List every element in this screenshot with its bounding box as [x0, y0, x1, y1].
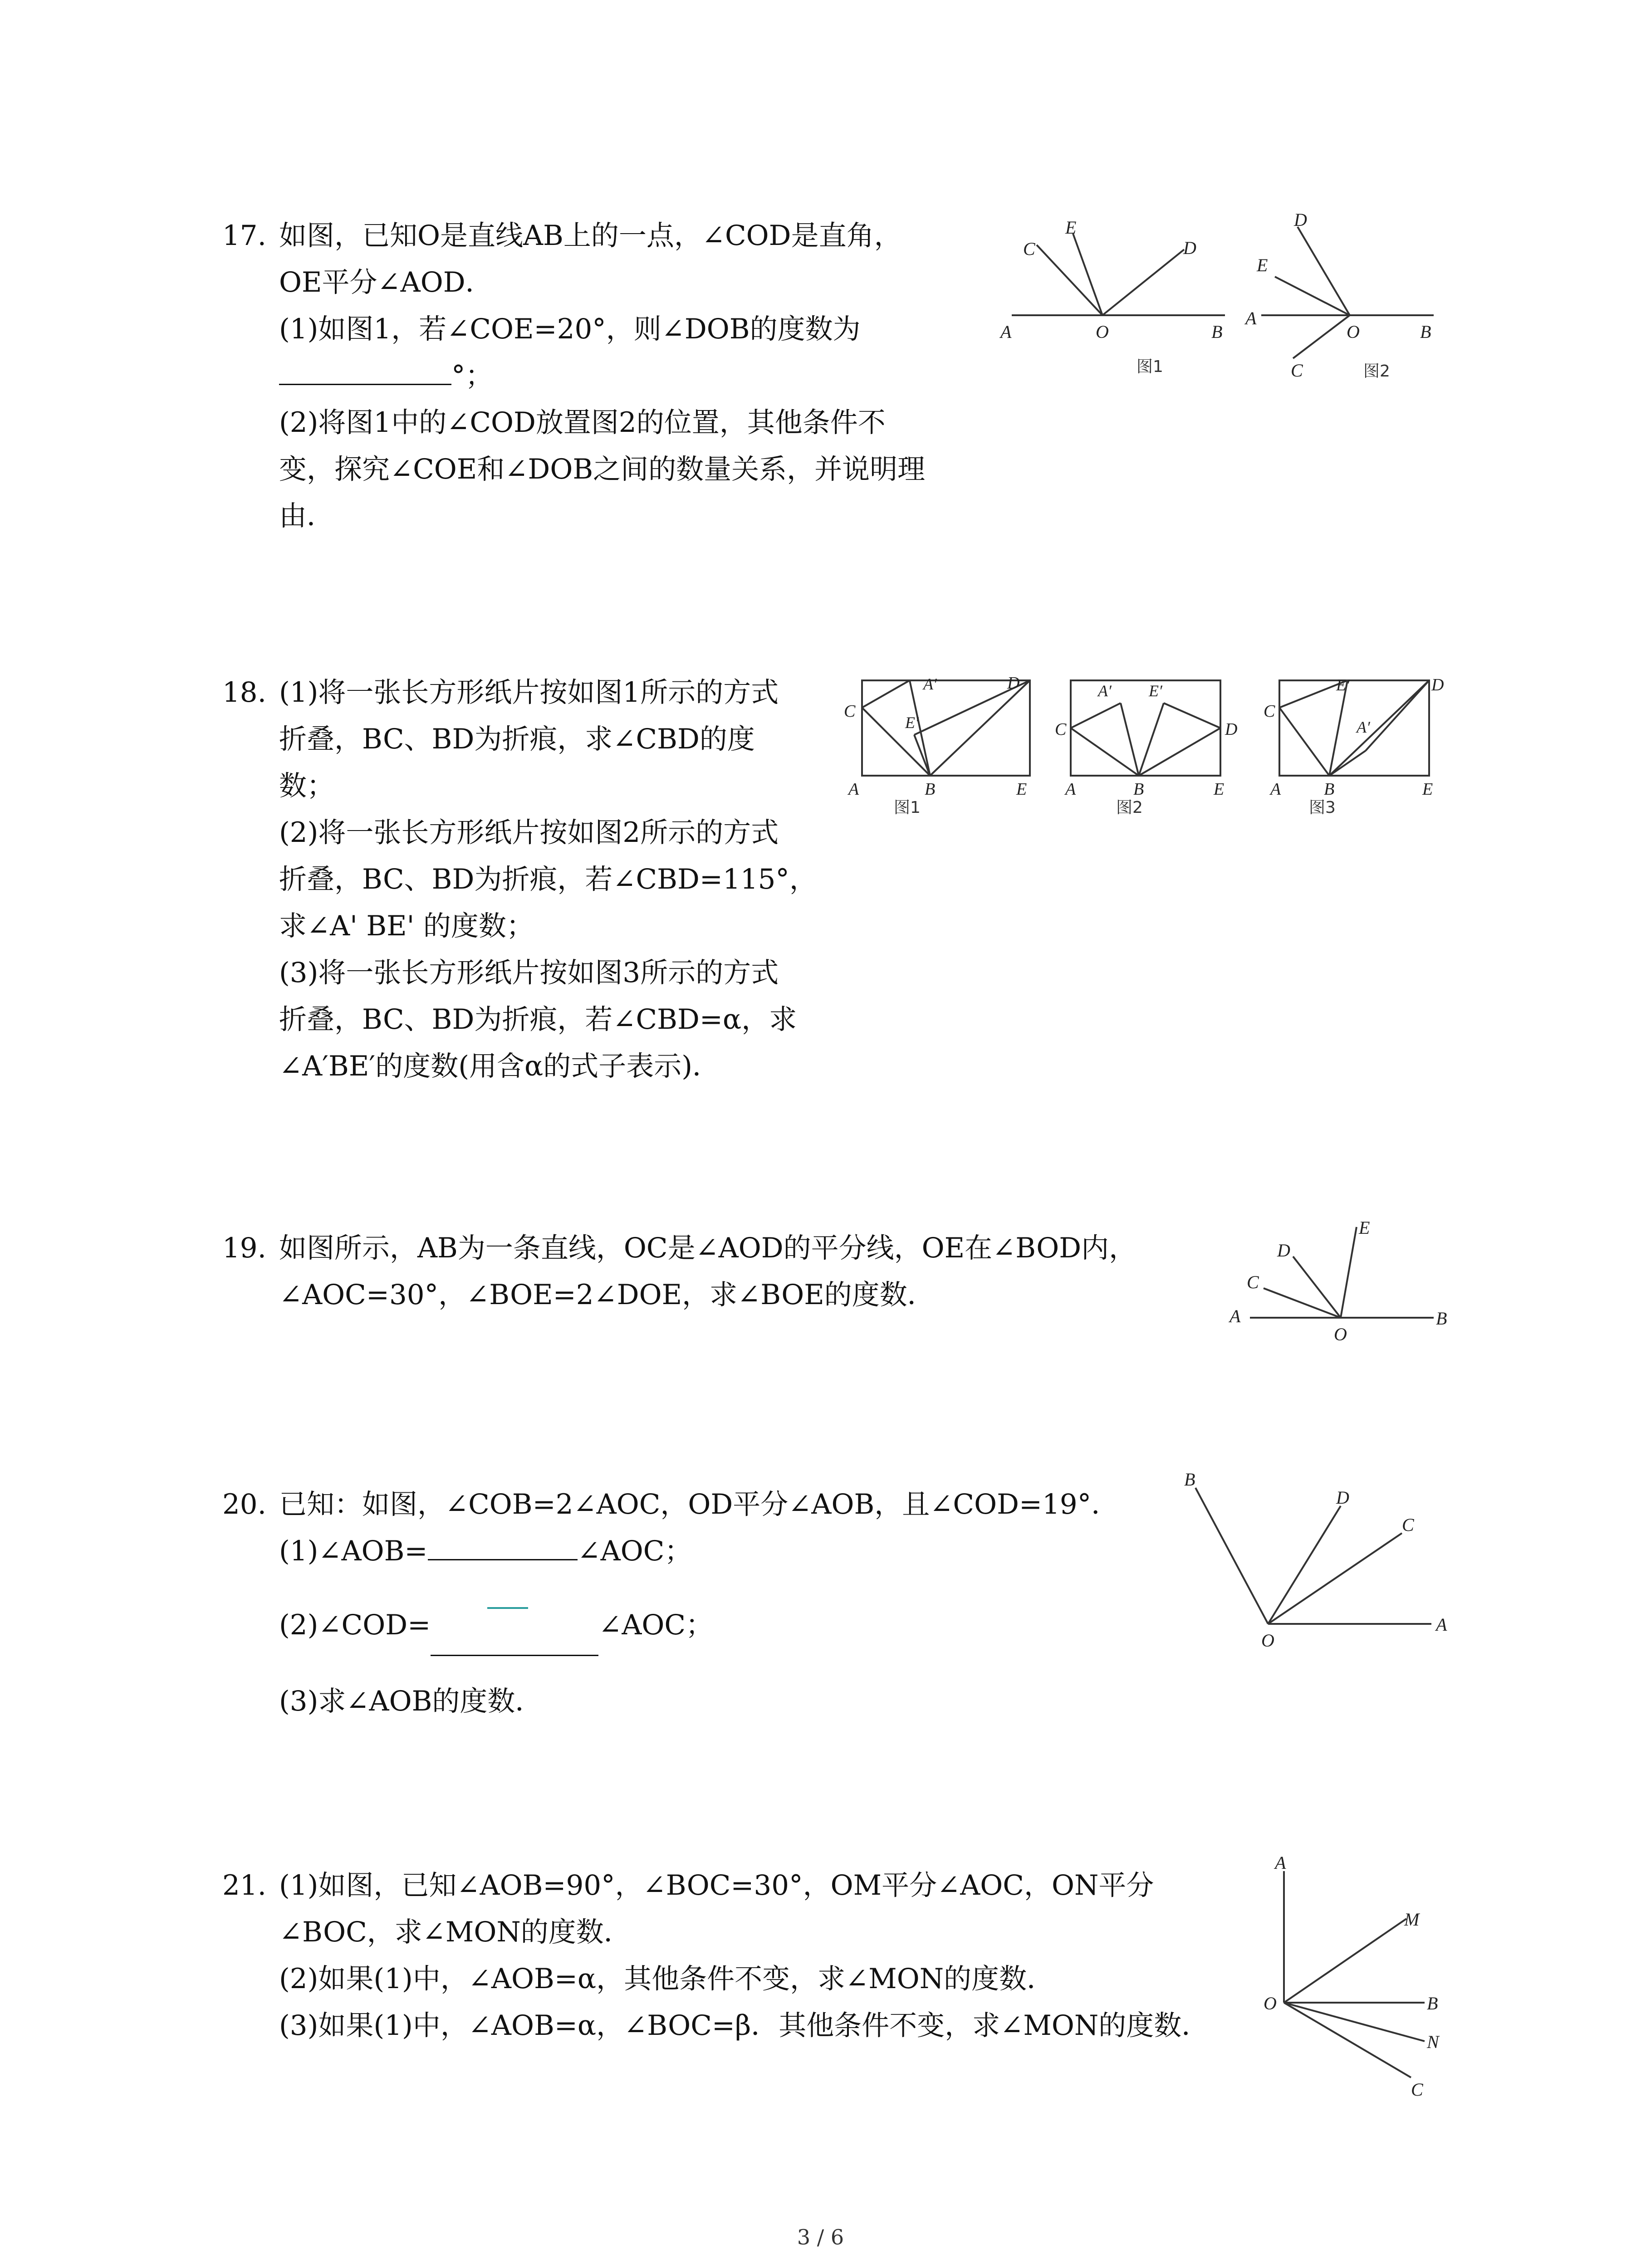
point-label: B [1420, 322, 1431, 342]
point-label: C [1411, 2079, 1423, 2100]
figure-caption: 图2 [1363, 362, 1390, 381]
point-label: B [1211, 322, 1223, 342]
point-label: E [1214, 780, 1225, 799]
figure-21 [1261, 1853, 1461, 2107]
point-label: D [1225, 720, 1238, 739]
point-label: O [1261, 1630, 1274, 1651]
problem-text-line: (2)将图1中的∠COD放置图2的位置，其他条件不 [279, 406, 886, 439]
problem-text-line: (2)将一张长方形纸片按如图2所示的方式 [279, 816, 779, 849]
point-label: B [925, 780, 936, 799]
problem-number: 20. [222, 1488, 267, 1520]
figure-17-2 [1243, 209, 1452, 381]
question-1 [279, 1528, 1119, 1574]
point-label: B [1324, 780, 1335, 799]
point-label: A′ [1357, 718, 1370, 736]
figure-caption: 图2 [1116, 798, 1143, 817]
point-label: O [1347, 322, 1360, 342]
point-label: E [1422, 780, 1433, 799]
problem-21 [222, 1862, 1209, 2049]
point-label: O [1096, 322, 1109, 342]
point-label: B [1133, 780, 1144, 799]
point-label: C [844, 702, 856, 721]
point-label: A [1270, 780, 1281, 799]
figure-20 [1171, 1470, 1461, 1651]
problem-text-line: 求∠A' BE' 的度数； [279, 910, 534, 942]
point-label: D [1007, 674, 1020, 693]
point-label: E′ [1149, 682, 1162, 700]
point-label: A′ [923, 675, 937, 693]
blank-suffix: °； [451, 360, 493, 392]
problem-text-line: 数； [279, 770, 335, 802]
point-label: A′ [1098, 682, 1112, 700]
problem-text-line: 折叠，BC、BD为折痕，若∠CBD=115°， [279, 863, 817, 895]
point-label: C [1055, 720, 1067, 739]
point-label: N [1427, 2032, 1439, 2052]
problem-text-line: 折叠，BC、BD为折痕，若∠CBD=α，求 [279, 1003, 797, 1036]
problem-text-line: 变，探究∠COE和∠DOB之间的数量关系，并说明理 [279, 453, 926, 485]
question-3: (3)求∠AOB的度数． [279, 1685, 543, 1717]
figure-18-1 [835, 671, 1034, 816]
point-label: E′ [1336, 676, 1350, 694]
problem-number: 19. [222, 1232, 267, 1264]
point-label: O [1334, 1324, 1347, 1344]
point-label: A [1065, 780, 1076, 799]
point-label: B [1184, 1469, 1195, 1490]
point-label: A [1230, 1306, 1241, 1326]
point-label: D [1336, 1487, 1349, 1508]
point-label: A [1275, 1853, 1286, 1873]
problem-text-line: (2)如果(1)中，∠AOB=α，其他条件不变，求∠MON的度数． [279, 1963, 1055, 1995]
problem-text-line: 如图，已知O是直线AB上的一点，∠COD是直角， [279, 220, 902, 252]
point-label: O [1264, 1993, 1277, 2014]
q1-suffix: ∠AOC； [577, 1535, 692, 1567]
point-label: E [1016, 780, 1027, 799]
problem-text-line: (3)如果(1)中，∠AOB=α，∠BOC=β．其他条件不变，求∠MON的度数． [279, 2009, 1210, 2042]
answer-blank[interactable] [428, 1532, 578, 1560]
problem-20 [222, 1481, 1119, 1725]
problem-text-line: 已知：如图，∠COB=2∠AOC，OD平分∠AOB，且∠COD=19°． [279, 1488, 1119, 1520]
problem-text-line: (3)将一张长方形纸片按如图3所示的方式 [279, 957, 779, 989]
problem-text-line: (1)如图，已知∠AOB=90°，∠BOC=30°，OM平分∠AOC，ON平分 [279, 1869, 1154, 1901]
point-label: M [1404, 1909, 1420, 1930]
fraction-denominator-line [431, 1655, 598, 1656]
point-label: C [1291, 360, 1303, 381]
point-label: E′ [905, 714, 919, 732]
point-label: B [1427, 1993, 1438, 2014]
point-label: A [1245, 308, 1257, 328]
q2-suffix: ∠AOC； [598, 1609, 714, 1641]
problem-text-line: 折叠，BC、BD为折痕，求∠CBD的度 [279, 723, 755, 755]
point-label: E [1065, 217, 1077, 238]
point-label: C [1247, 1272, 1259, 1292]
point-label: E [1359, 1217, 1370, 1238]
answer-blank[interactable] [279, 357, 451, 385]
point-label: D [1431, 675, 1444, 694]
point-label: A [1000, 322, 1012, 342]
problem-text-line: 如图所示，AB为一条直线，OC是∠AOD的平分线，OE在∠BOD内， [279, 1232, 1137, 1264]
question-2 [279, 1602, 1119, 1648]
figure-caption: 图3 [1309, 798, 1336, 817]
answer-line [279, 352, 925, 399]
point-label: E [1257, 255, 1268, 275]
fraction-bar [487, 1607, 528, 1609]
problem-text-line: (1)如图1，若∠COE=20°，则∠DOB的度数为 [279, 313, 861, 345]
figure-17-1 [994, 213, 1248, 386]
point-label: D [1183, 238, 1196, 258]
problem-18 [222, 669, 817, 1090]
problem-text-line: ∠A′BE′的度数(用含α的式子表示)． [279, 1050, 720, 1082]
problem-text-line: (1)将一张长方形纸片按如图1所示的方式 [279, 676, 779, 709]
problem-text-line: OE平分∠AOD． [279, 266, 493, 298]
figure-caption: 图1 [894, 798, 921, 817]
fraction-blank[interactable] [431, 1607, 598, 1634]
problem-number: 17. [222, 220, 267, 252]
point-label: B [1436, 1308, 1447, 1329]
point-label: C [1264, 702, 1275, 721]
point-label: D [1294, 210, 1307, 230]
point-label: D [1277, 1240, 1290, 1261]
q2-prefix: (2)∠COD= [279, 1609, 431, 1641]
page-number: 3 / 6 [797, 2225, 844, 2249]
point-label: C [1402, 1515, 1414, 1535]
point-label: C [1023, 239, 1035, 259]
problem-text-line: ∠BOC，求∠MON的度数． [279, 1916, 632, 1948]
figure-caption: 图1 [1136, 357, 1163, 376]
problem-17 [222, 212, 925, 539]
figure-18-3 [1252, 671, 1452, 816]
problem-text-line: ∠AOC=30°，∠BOE=2∠DOE，求∠BOE的度数． [279, 1279, 935, 1311]
point-label: A [1436, 1614, 1447, 1635]
point-label: A [848, 780, 859, 799]
figure-18-2 [1043, 671, 1238, 817]
problem-text-line: 由． [279, 500, 335, 532]
q1-prefix: (1)∠AOB= [279, 1535, 428, 1567]
problem-number: 21. [222, 1869, 267, 1901]
problem-19 [222, 1225, 1136, 1318]
figure-19 [1220, 1216, 1456, 1352]
problem-number: 18. [222, 676, 267, 709]
